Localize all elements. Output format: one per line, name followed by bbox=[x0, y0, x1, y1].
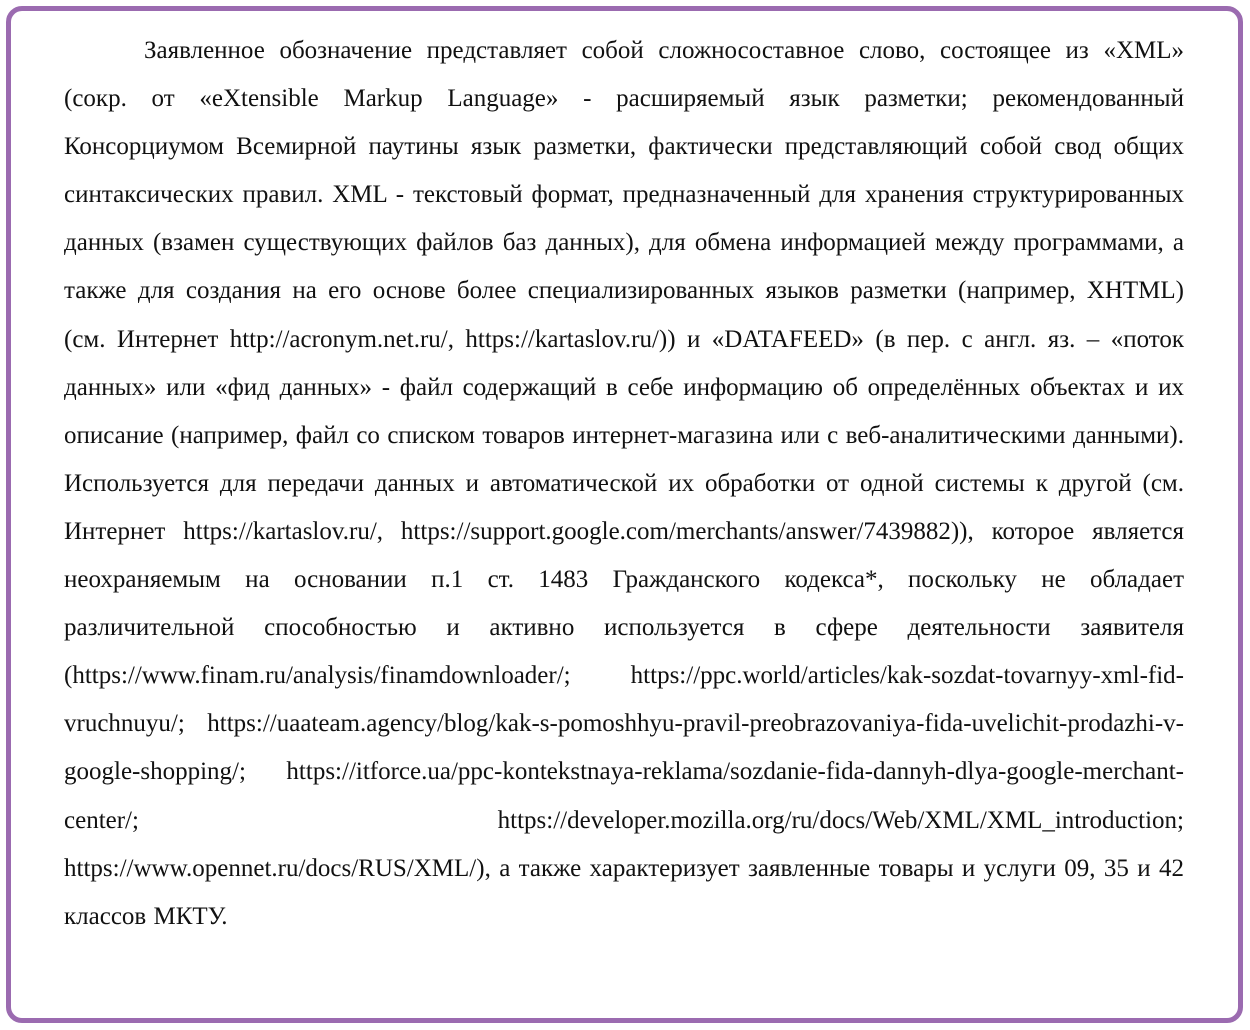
quote-frame bbox=[6, 6, 1243, 1023]
document-paragraph: Заявленное обозначение представляет собой сложносоставное слово, состоящее из «XML» (сокр. от «eXtensible Markup Language» - расширяемый язык разметки; рекомендованный Консорциумом Всемирной паутины язык разметки, фактически представляющий собой свод общих синтаксических правил. XML - текстовый формат, предназначенный для хранения структурированных данных (взамен существующих файлов баз данных), для обмена информацией между программами, а также для создания на его основе более специализированных языков разметки (например, XHTML) (см. Интернет http://acronym.net.ru/, https://kartaslov.ru/)) и «DATAFEED» (в пер. с англ. яз. – «поток данных» или «фид данных» - файл содержащий в себе информацию об определённых объектах и их описание (например, файл со списком товаров интернет-магазина или с веб-аналитическими данными). Используется для передачи данных и автоматической их обработки от одной системы к другой (см. Интернет https://kartaslov.ru/, https://support.google.com/merchants/answer/7439882)), которое является неохраняемым на основании п.1 ст. 1483 Гражданского кодекса*, поскольку не обладает различительной способностью и активно используется в сфере деятельности заявителя (https://www.finam.ru/analysis/finamdownloader/; https://ppc.world/articles/kak-sozdat-tovarnyy-xml-fid-vruchnuyu/; https://uaateam.agency/blog/kak-s-pomoshhyu-pravil-preobrazovaniya-fida-uvelichit-prodazhi-v-google-shopping/; https://itforce.ua/ppc-kontekstnaya-reklama/sozdanie-fida-dannyh-dlya-google-merchant-center/; https://developer.mozilla.org/ru/docs/Web/XML/XML_introduction; https://www.opennet.ru/docs/RUS/XML/), а также характеризует заявленные товары и услуги 09, 35 и 42 классов МКТУ. bbox=[64, 37, 1184, 930]
